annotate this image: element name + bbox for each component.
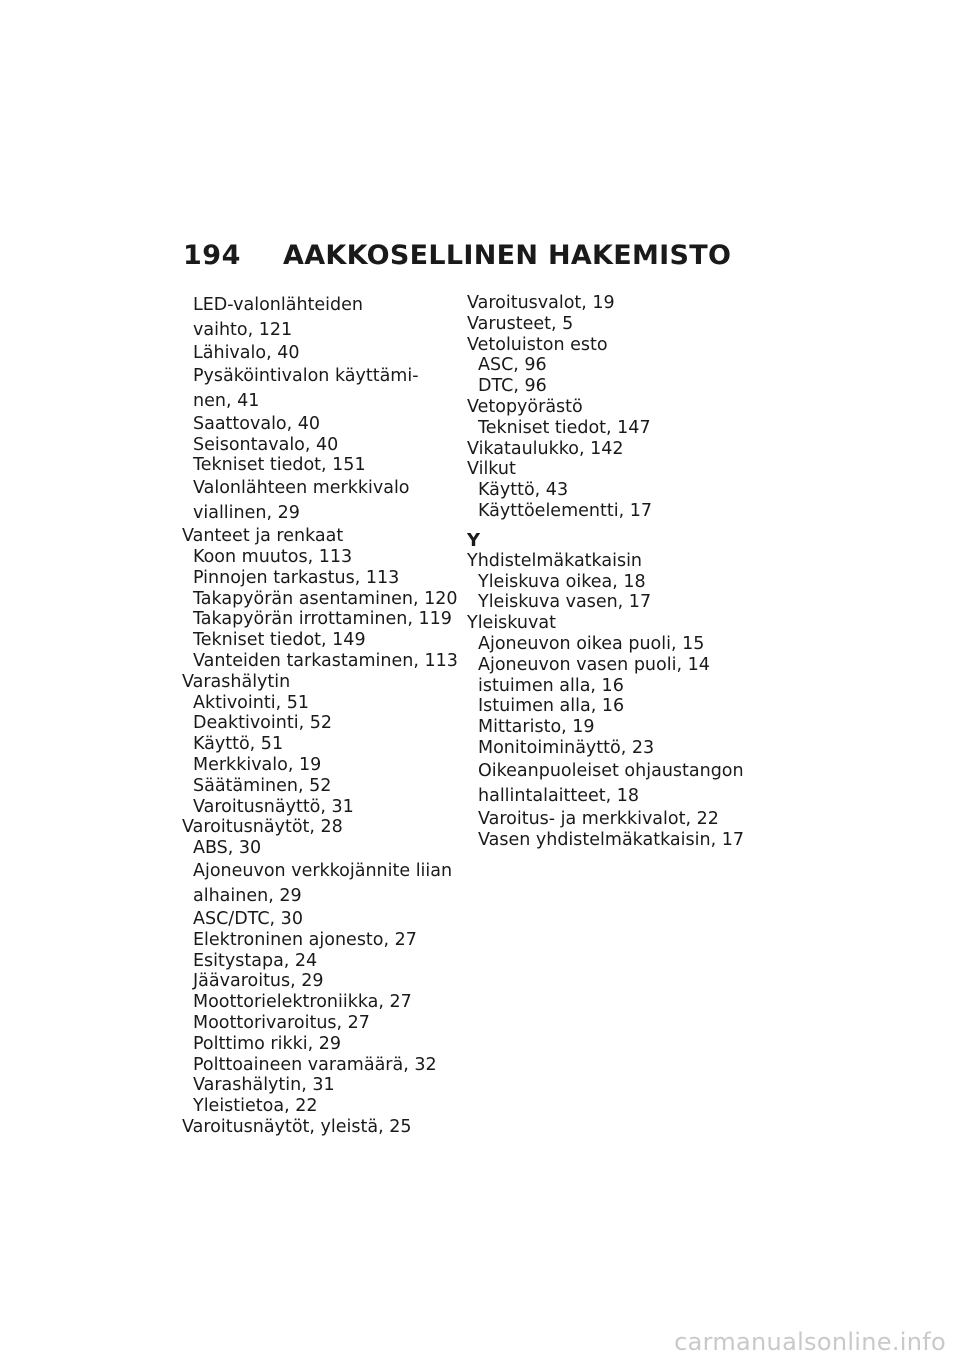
index-subentry: Moottorielektroniikka, 27 [193,992,412,1013]
index-subentry: Elektroninen ajonesto, 27 [193,929,417,950]
index-subentry: Saattovalo, 40 [193,413,321,434]
index-subentry: Ajoneuvon oikea puoli, 15 [478,633,705,654]
index-subentry: Vanteiden tarkastaminen, 113 [193,650,458,671]
index-subentry: Istuimen alla, 16 [478,696,625,717]
index-entry: Varusteet, 5 [467,313,574,334]
index-subentry: Tekniset tiedot, 151 [193,455,366,476]
page-header [183,240,731,280]
index-subentry: Mittaristo, 19 [478,717,595,738]
index-entry: Yleiskuvat [467,613,556,634]
index-subentry: Tekniset tiedot, 147 [478,417,651,438]
index-subentry: Oikeanpuoleiset ohjaustangon [478,760,744,781]
index-subentry: Yleistietoa, 22 [193,1096,318,1117]
index-column-left [182,293,458,1138]
index-subentry: Säätäminen, 52 [193,775,332,796]
index-subentry: Polttimo rikki, 29 [193,1033,341,1054]
index-subentry: Merkkivalo, 19 [193,754,322,775]
index-subentry: alhainen, 29 [193,885,302,906]
index-section-letter: Y [467,529,481,551]
index-subentry: Seisontavalo, 40 [193,434,339,455]
index-subentry: Käyttö, 43 [478,480,569,501]
index-subentry: ABS, 30 [193,838,262,859]
index-subentry: Tekniset tiedot, 149 [193,630,366,651]
index-subentry: Takapyörän irrottaminen, 119 [193,609,452,630]
index-subentry: Pysäköintivalon käyttämi- [193,365,419,386]
index-subentry: DTC, 96 [478,376,547,397]
index-subentry: Polttoaineen varamäärä, 32 [193,1054,437,1075]
index-subentry: Ajoneuvon vasen puoli, 14 [478,654,710,675]
index-subentry: Jäävaroitus, 29 [193,971,324,992]
index-subentry: hallintalaitteet, 18 [478,785,640,806]
index-entry: Vetoluiston esto [467,334,608,355]
index-subentry: Deaktivointi, 52 [193,713,332,734]
index-entry: Varashälytin [182,671,291,692]
index-entry: Vilkut [467,459,516,480]
index-entry: Varoitusnäytöt, 28 [182,817,343,838]
index-subentry: Esitystapa, 24 [193,950,318,971]
index-entry: Yhdistelmäkatkaisin [467,550,643,571]
index-subentry: ASC/DTC, 30 [193,908,303,929]
index-subentry: vaihto, 121 [193,320,293,340]
index-entry: Varoitusnäytöt, yleistä, 25 [182,1116,412,1137]
index-subentry: viallinen, 29 [193,503,300,524]
index-subentry: Valonlähteen merkkivalo [193,478,410,499]
index-subentry: Käyttö, 51 [193,734,284,755]
index-subentry: Ajoneuvon verkkojännite liian [193,860,453,881]
index-subentry: Varashälytin, 31 [193,1075,335,1096]
index-subentry: Aktivointi, 51 [193,692,309,713]
watermark: carmanualsonline.info [674,1328,946,1356]
index-subentry: Varoitusnäyttö, 31 [193,796,354,817]
index-entry: Vanteet ja renkaat [182,526,344,547]
page-number: 194 [183,240,241,271]
index-subentry: Moottorivaroitus, 27 [193,1012,370,1033]
index-entry: Varoitusvalot, 19 [467,293,615,313]
index-subentry: Lähivalo, 40 [193,343,300,363]
index-subentry: ASC, 96 [478,355,547,376]
index-column-right [467,293,757,850]
index-subentry: Vasen yhdistelmäkatkaisin, 17 [478,829,744,850]
page-title: AAKKOSELLINEN HAKEMISTO [283,240,732,271]
index-entry: Vikataulukko, 142 [467,438,624,459]
index-subentry: Pinnojen tarkastus, 113 [193,567,400,588]
index-entry: Vetopyörästö [467,396,583,417]
index-subentry: Yleiskuva oikea, 18 [478,571,646,592]
index-subentry: Varoitus- ja merkkivalot, 22 [478,808,719,829]
index-subentry: istuimen alla, 16 [478,675,624,696]
index-subentry: LED-valonlähteiden [193,295,364,315]
index-subentry: Monitoiminäyttö, 23 [478,737,655,758]
index-subentry: nen, 41 [193,390,260,411]
index-subentry: Takapyörän asentaminen, 120 [193,588,458,609]
index-subentry: Käyttöelementti, 17 [478,500,652,521]
index-subentry: Koon muutos, 113 [193,546,353,567]
index-subentry: Yleiskuva vasen, 17 [478,592,652,613]
